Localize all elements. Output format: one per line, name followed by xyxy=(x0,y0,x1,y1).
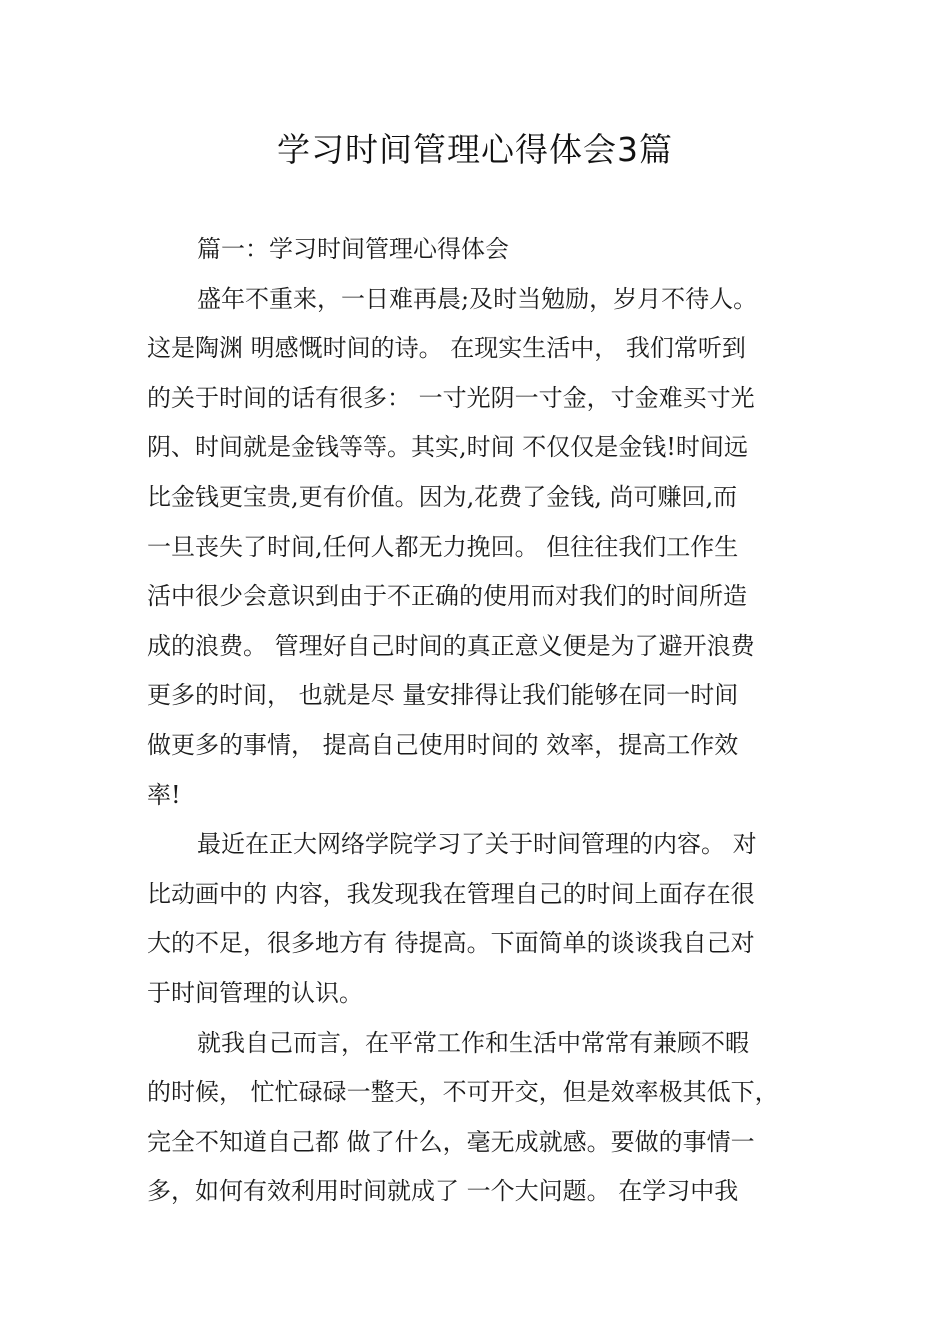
text-line: 比金钱更宝贵,更有价值。因为,花费了金钱, 尚可赚回,而 xyxy=(147,482,738,511)
document-body xyxy=(147,225,807,1217)
document-title: 学习时间管理心得体会3篇 xyxy=(277,130,673,169)
text-line: 篇一：学习时间管理心得体会 xyxy=(197,235,509,263)
text-line: 的关于时间的话有很多： 一寸光阴一寸金，寸金难买寸光 xyxy=(147,383,755,412)
text-line: 多，如何有效利用时间就成了 一个大问题。 在学习中我 xyxy=(147,1177,739,1206)
text-line: 率! xyxy=(147,780,181,809)
text-line: 更多的时间， 也就是尽 量安排得让我们能够在同一时间 xyxy=(147,681,739,710)
text-line: 的时候， 忙忙碌碌一整天，不可开交，但是效率极其低下， xyxy=(147,1078,779,1107)
text-line: 比动画中的 内容，我发现我在管理自己的时间上面存在很 xyxy=(147,879,755,908)
text-line: 盛年不重来，一日难再晨;及时当勉励，岁月不待人。 xyxy=(197,284,758,313)
text-line: 阴、时间就是金钱等等。其实,时间 不仅仅是金钱!时间远 xyxy=(147,433,748,462)
text-line: 于时间管理的认识。 xyxy=(147,978,363,1007)
text-line: 完全不知道自己都 做了什么，毫无成就感。要做的事情一 xyxy=(147,1127,755,1156)
text-line: 做更多的事情， 提高自己使用时间的 效率，提高工作效 xyxy=(147,730,739,759)
text-line: 活中很少会意识到由于不正确的使用而对我们的时间所造 xyxy=(147,582,747,611)
text-line: 一旦丧失了时间,任何人都无力挽回。 但往往我们工作生 xyxy=(147,532,739,561)
text-line: 最近在正大网络学院学习了关于时间管理的内容。 对 xyxy=(197,830,757,859)
text-line: 大的不足，很多地方有 待提高。下面简单的谈谈我自己对 xyxy=(147,929,755,958)
text-line: 就我自己而言，在平常工作和生活中常常有兼顾不暇 xyxy=(197,1028,749,1057)
text-line: 成的浪费。 管理好自己时间的真正意义便是为了避开浪费 xyxy=(147,631,755,660)
text-line: 这是陶渊 明感慨时间的诗。 在现实生活中， 我们常听到 xyxy=(147,334,746,363)
